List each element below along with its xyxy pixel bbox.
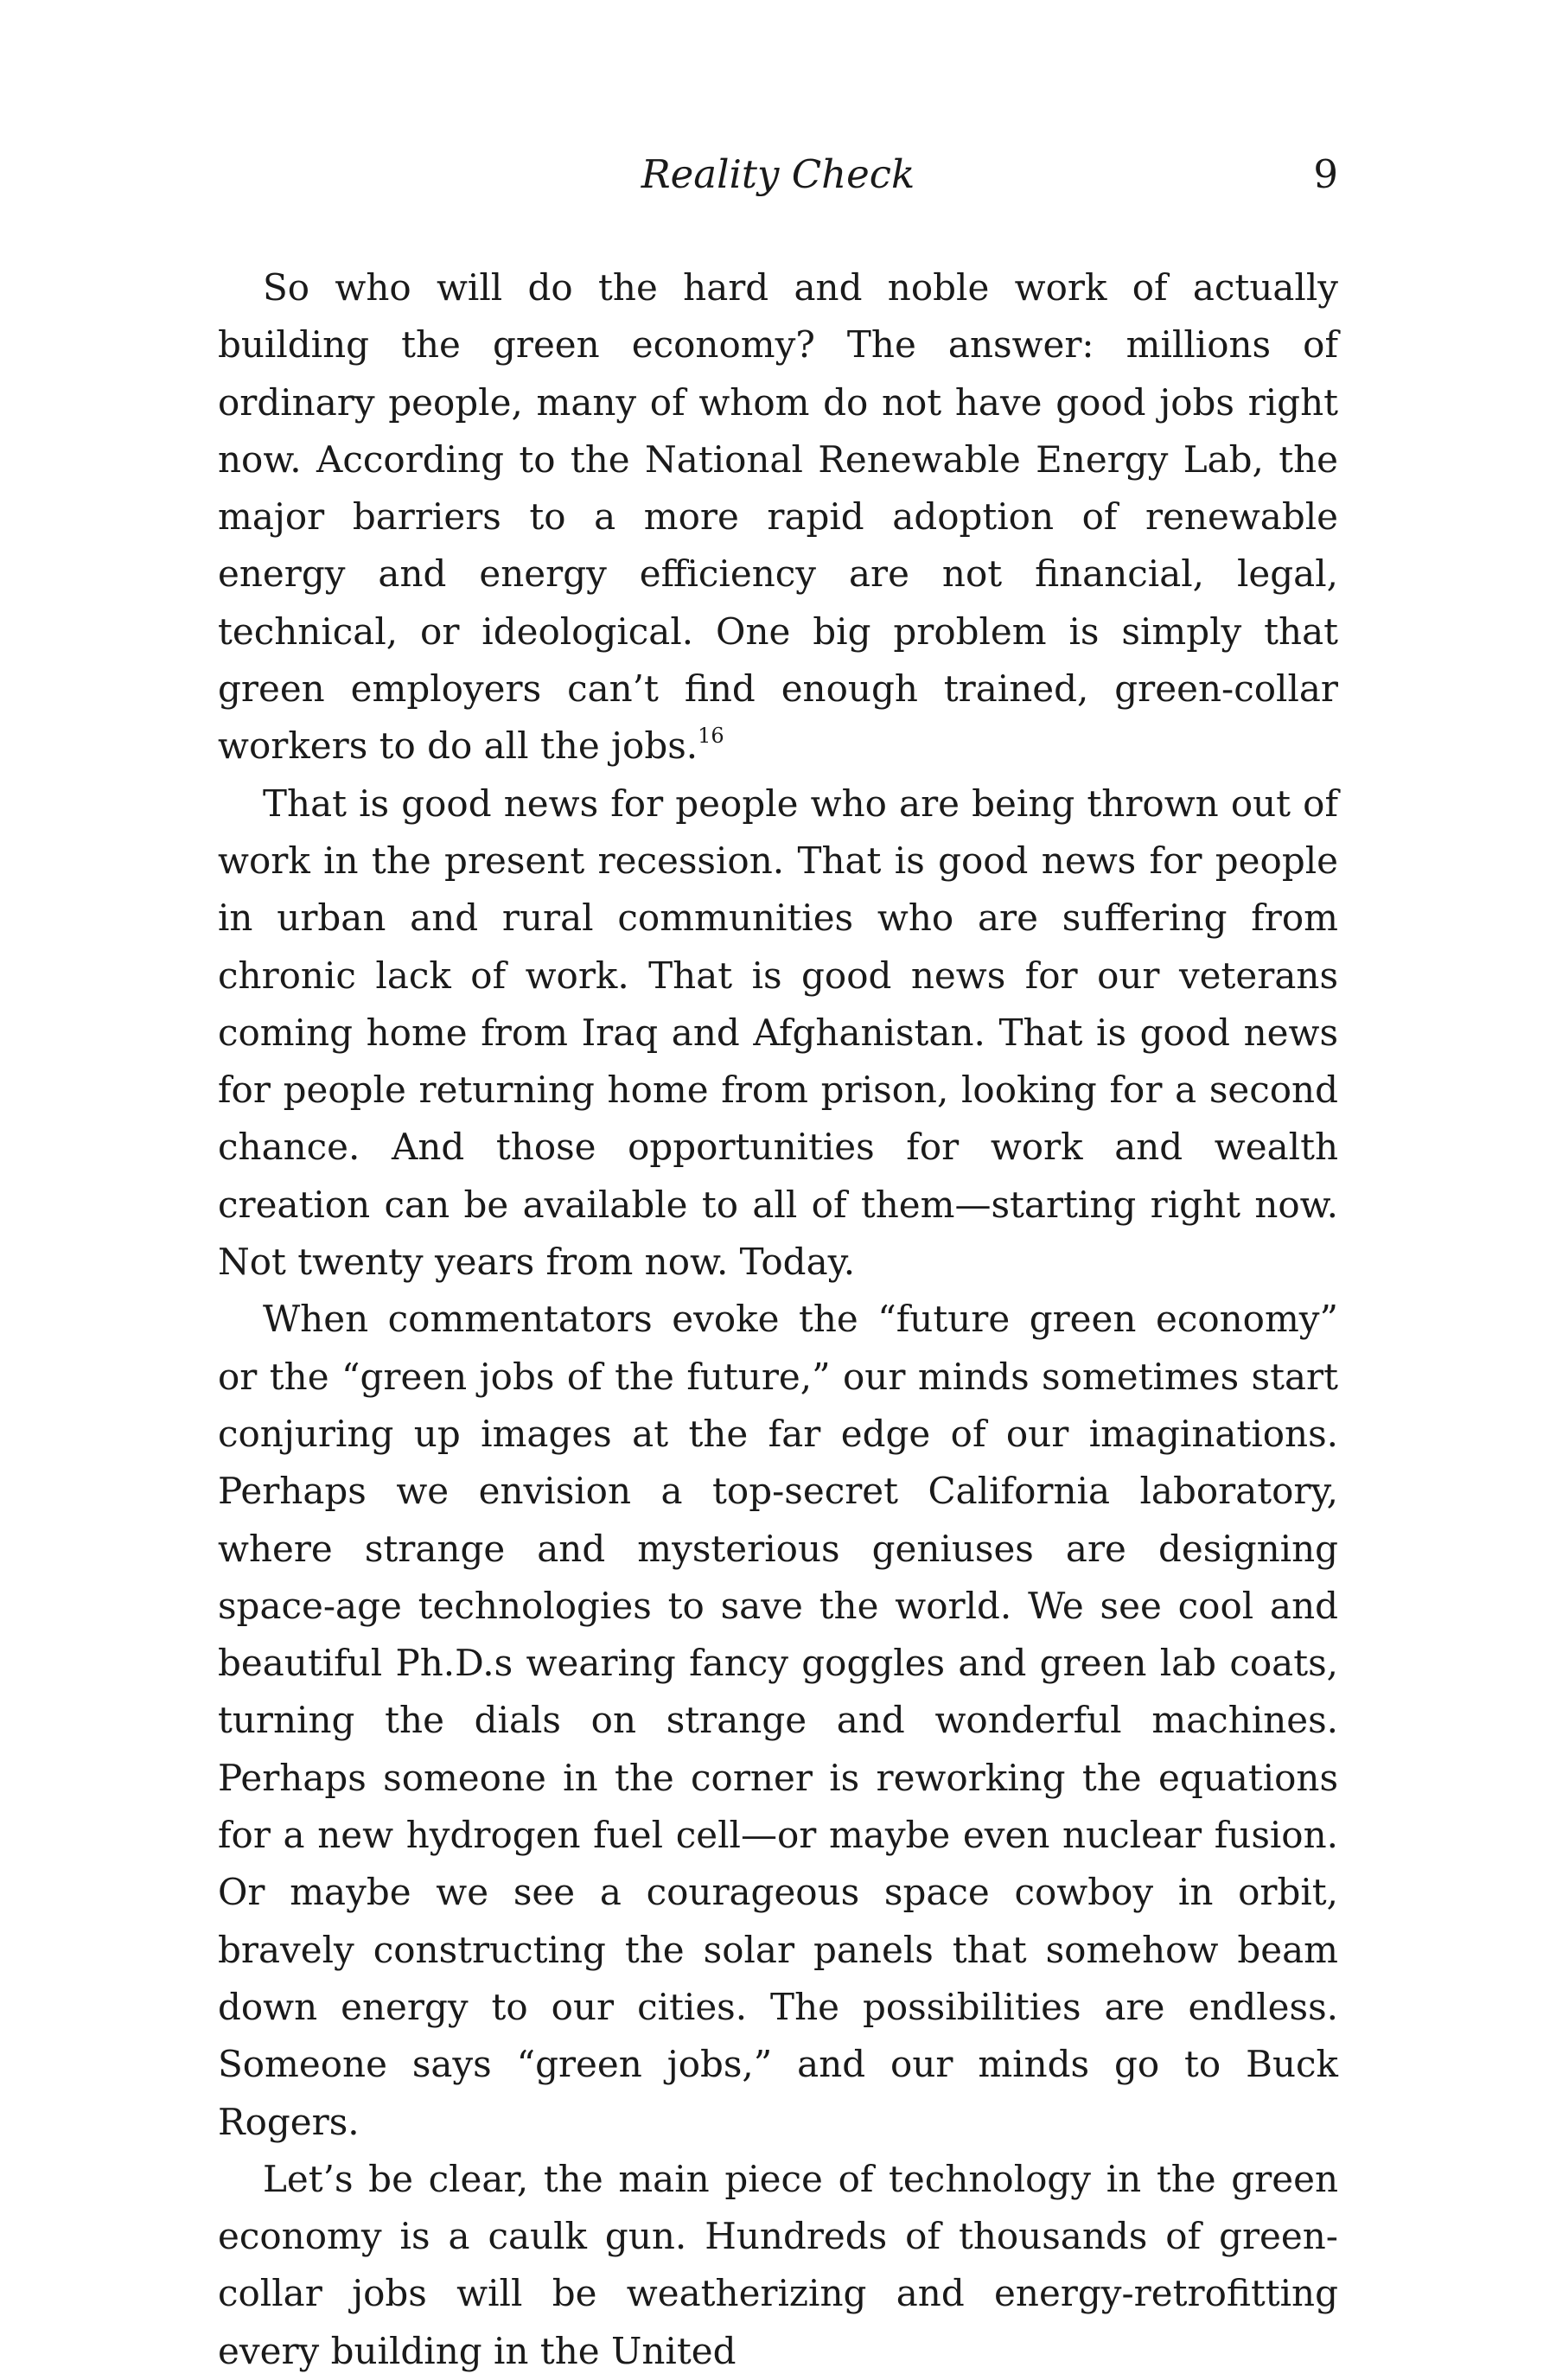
- page-number: 9: [1313, 151, 1338, 197]
- paragraph-3: When commentators evoke the “future green economy” or the “green jobs of the future,” our minds sometimes start conjuring up images at the far edge of our imaginations. Perhaps we envision a top-secret California laboratory, where strange and mysterious geniuses are designing space-age technologies to save the world. We see cool and beautiful Ph.D.s wearing fancy goggles and green lab coats, turning the dials on strange and wonderful machines. Perhaps someone in the corner is reworking the equations for a new hydrogen fuel cell—or maybe even nuclear fusion. Or maybe we see a courageous space cowboy in orbit, bravely constructing the solar panels that somehow beam down energy to our cities. The possibilities are endless. Someone says “green jobs,” and our minds go to Buck Rogers.: [218, 1298, 1338, 2143]
- body-text: [218, 259, 1338, 2380]
- running-title: Reality Check: [641, 151, 915, 197]
- paragraph-4: Let’s be clear, the main piece of technology in the green economy is a caulk gun. Hundreds of thousands of green-collar jobs will be weatherizing and energy-retrofitting every building in the United: [218, 2157, 1338, 2372]
- paragraph-1: [218, 259, 1338, 775]
- footnote-ref-16: 16: [698, 724, 724, 749]
- paragraph-2: That is good news for people who are being thrown out of work in the present recession. That is good news for people in urban and rural communities who are suffering from chronic lack of work. That is good news for our veterans coming home from Iraq and Afghanistan. That is good news for people returning home from prison, looking for a second chance. And those opportunities for work and wealth creation can be available to all of them—starting right now. Not twenty years from now. Today.: [218, 782, 1338, 1284]
- running-head: [218, 149, 1338, 201]
- paragraph-1-text: So who will do the hard and noble work of actually building the green economy? The answer: millions of ordinary people, many of whom do not have good jobs right now. According to the National Renewable Energy Lab, the major barriers to a more rapid adoption of renewable energy and energy efficiency are not financial, legal, technical, or ideological. One big problem is simply that green employers can’t find enough trained, green-collar workers to do all the jobs.: [218, 266, 1338, 768]
